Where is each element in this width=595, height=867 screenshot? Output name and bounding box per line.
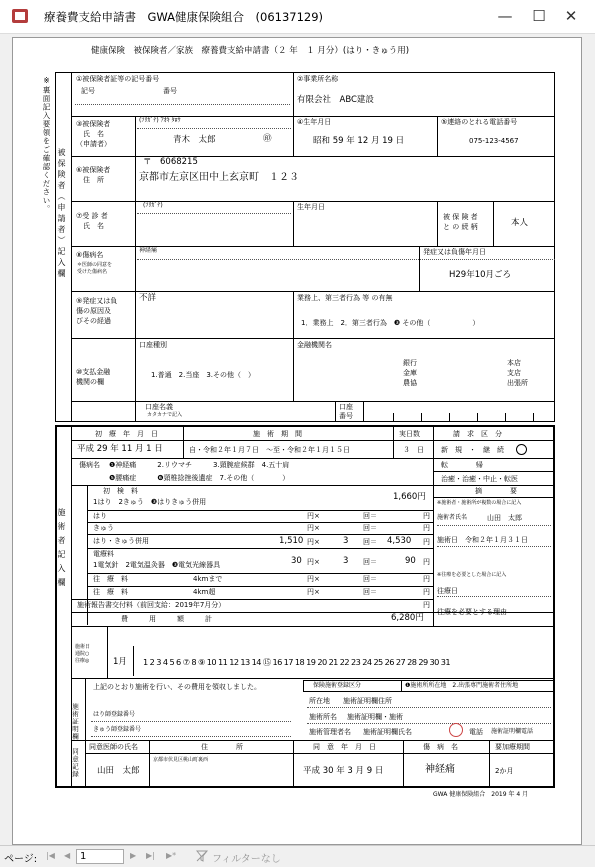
app-icon bbox=[12, 9, 28, 23]
q9-accident-label: 業務上、第三者行為 等 の有無 bbox=[297, 294, 393, 302]
q7-furigana: (ﾌﾘｶﾞﾅ) bbox=[143, 202, 163, 209]
q3-furigana: (ﾌﾘｶﾞﾅ) ｱｵｷ ﾀﾛｳ bbox=[139, 117, 181, 124]
fee-elec-total: 90 bbox=[405, 556, 416, 566]
q10-account-no: 口座 番号 bbox=[339, 403, 353, 421]
claim-label: 請 求 区 分 bbox=[453, 430, 502, 438]
side-note: ※裏面記入要領をご確認ください。 bbox=[42, 76, 51, 214]
fee-house1-times: 回＝ bbox=[363, 575, 377, 583]
applicant-section-label: 被保険者（申請者）記入欄 bbox=[57, 148, 66, 280]
fee-house1-yen: 円 bbox=[423, 575, 430, 583]
prev-page-button[interactable]: ◀ bbox=[64, 851, 71, 860]
consent-date: 平成 30 年 3 月 9 日 bbox=[303, 766, 384, 776]
proof-address-label: 所在地 bbox=[309, 697, 330, 705]
visit-reason: 往療を必要とする理由 bbox=[437, 608, 507, 616]
record-navigation-bar bbox=[0, 845, 595, 867]
calendar-days: 1 2 3 4 5 6 ⑦ 8 ⑨ 10 11 12 13 14 ⑮ 16 17 18 19 20 21 22 23 24 25 26 27 28 29 30 31 bbox=[143, 657, 450, 667]
summary-label: 摘 要 bbox=[475, 487, 517, 495]
q10-holder-note: カタカナで記入 bbox=[147, 412, 183, 418]
first-page-button[interactable]: |◀ bbox=[46, 851, 55, 860]
q6-label: ⑥被保険者 住 所 bbox=[76, 166, 111, 184]
proof-phone-label: 電話 bbox=[469, 728, 483, 736]
q2-value: 有限会社 ABC建設 bbox=[297, 95, 374, 105]
fee-first-amount: 1,660円 bbox=[393, 492, 426, 502]
fee-kyu-yen: 円 bbox=[423, 524, 430, 532]
period-label: 施 術 期 間 bbox=[253, 430, 302, 438]
fee-hari: はり bbox=[93, 512, 107, 520]
fee-report-yen: 円 bbox=[423, 601, 430, 609]
fee-combo: はり・きゅう併用 bbox=[93, 537, 149, 545]
fee-house2-unit: 円× bbox=[307, 588, 320, 596]
summary-follow: ※往療を必要とした場合に記入 bbox=[437, 572, 507, 578]
q7-relation-label: 被 保 険 者 と の 続 柄 bbox=[443, 213, 478, 231]
q7-label: ⑦受 診 者 氏 名 bbox=[76, 212, 108, 230]
days-label: 実日数 bbox=[399, 430, 420, 438]
q1-number: 番号 bbox=[163, 87, 177, 95]
fee-first-opts: 1はり 2きゅう ❸はりきゅう併用 bbox=[93, 498, 207, 506]
practitioner-name-label: 施術者氏名 bbox=[437, 514, 468, 521]
practitioner-section-label: 施術者記入欄 bbox=[57, 508, 66, 592]
q8-label: ⑧傷病名 bbox=[76, 251, 104, 259]
q5-label: ⑤連絡のとれる電話番号 bbox=[441, 118, 518, 126]
application-form bbox=[13, 38, 582, 845]
q8-onset: H29年10月ごろ bbox=[449, 270, 512, 280]
form-footer: GWA 健康保険組合 2019 年 4 月 bbox=[433, 791, 529, 798]
next-page-button[interactable]: ▶ bbox=[130, 851, 137, 860]
fee-kyu-times: 回＝ bbox=[363, 524, 377, 532]
new-record-button[interactable]: ▶* bbox=[166, 851, 177, 860]
fee-combo-yen: 円 bbox=[423, 538, 430, 546]
form-heading: 健康保険 被保険者／家族 療養費支給申請書（２ 年 １ 月分）(はり・きゅう用) bbox=[91, 46, 410, 56]
fee-elec-label: 電療料 bbox=[93, 550, 114, 558]
q10-holder: 口座名義 bbox=[145, 403, 173, 411]
claim-outcome-label: 転 帰 bbox=[441, 461, 483, 469]
q8-note: ＊医師の同意を 受けた傷病名 bbox=[77, 262, 113, 275]
proof-office-label: 施術所名 bbox=[309, 713, 337, 721]
fee-elec-unit: 円× bbox=[307, 558, 320, 566]
consent-address-label: 住 所 bbox=[201, 743, 243, 751]
q5-value: 075-123-4567 bbox=[469, 137, 519, 145]
calendar-month: 1月 bbox=[113, 657, 127, 667]
consent-disease-label: 傷 病 名 bbox=[423, 743, 458, 751]
fee-report: 施術報告書交付料（前回支給：2019年7月分） bbox=[77, 601, 226, 609]
consent-date-label: 同 意 年 月 日 bbox=[313, 743, 376, 751]
q7-birth-label: 生年月日 bbox=[297, 203, 325, 211]
fee-total-label: 費 用 額 計 bbox=[121, 615, 212, 623]
fee-kyu: きゅう bbox=[93, 524, 114, 532]
consent-doctor: 山田 太郎 bbox=[97, 766, 140, 776]
first-visit-label: 初 療 年 月 日 bbox=[95, 430, 158, 438]
fee-combo-price: 1,510 bbox=[279, 536, 304, 546]
q10-account-opts: 1.普通 2.当座 3.その他（ ） bbox=[151, 371, 256, 379]
claim-outcome: 治癒・治癒・中止・転医 bbox=[441, 475, 518, 483]
fee-first-label: 初 検 料 bbox=[103, 487, 138, 495]
fee-house1: 往 療 料 bbox=[93, 575, 128, 583]
filter-icon bbox=[196, 850, 208, 862]
q9-value: 不詳 bbox=[139, 293, 157, 303]
q6-address: 京都市左京区田中上玄京町 １２３ bbox=[139, 172, 299, 183]
consent-period-label: 要加療期間 bbox=[495, 743, 530, 751]
fee-house1-unit: 円× bbox=[307, 575, 320, 583]
last-page-button[interactable]: ▶| bbox=[146, 851, 155, 860]
close-button[interactable]: ✕ bbox=[564, 7, 578, 25]
q9-label: ⑨発症又は負 傷の原因及 びその経過 bbox=[76, 297, 118, 325]
proof-text: 上記のとおり施術を行い、その費用を領収しました。 bbox=[93, 683, 261, 691]
proof-manager-label: 施術管理者名 bbox=[309, 728, 351, 736]
first-visit: 平成 29 年 11 月 1 日 bbox=[77, 444, 163, 454]
proof-place-label: 保険施術登録区分 bbox=[313, 682, 362, 689]
claim-new: 新 規 ・ 継 続 bbox=[441, 446, 504, 454]
diseases-row1: ❶神経痛 2.リウマチ 3.頸腕症候群 4.五十肩 bbox=[109, 461, 290, 469]
consent-doctor-label: 同意医師の氏名 bbox=[89, 743, 138, 751]
fee-elec-yen: 円 bbox=[423, 558, 430, 566]
proof-manager: 施術証明欄氏名 bbox=[363, 728, 412, 736]
seal-stamp bbox=[449, 723, 463, 737]
maximize-button[interactable]: ☐ bbox=[532, 7, 546, 25]
window-title: 療養費支給申請書 GWA健康保険組合 (06137129) bbox=[44, 10, 324, 24]
reg-kyu: きゅう師登録番号 bbox=[93, 726, 142, 733]
consent-disease: 神経痛 bbox=[425, 764, 455, 775]
practice-date: 令和２年１月３１日 bbox=[465, 536, 528, 544]
fee-kyu-unit: 円× bbox=[307, 524, 320, 532]
fee-total: 6,280円 bbox=[391, 613, 424, 623]
q10-bank-types2: 本店 支店 出張所 bbox=[507, 359, 528, 388]
fee-combo-times-label: 回＝ bbox=[363, 538, 377, 546]
filter-status[interactable]: フィルターなし bbox=[212, 854, 281, 865]
q10-bank-types1: 銀行 金庫 農協 bbox=[403, 359, 417, 388]
q10-account-type: 口座種別 bbox=[139, 341, 167, 349]
page-label: ページ: bbox=[4, 854, 38, 865]
reg-hari: はり師登録番号 bbox=[93, 711, 136, 718]
q1-symbol: 記号 bbox=[81, 87, 95, 95]
fee-elec-times-label: 回＝ bbox=[363, 558, 377, 566]
fee-house1-dist: 4kmまで bbox=[193, 575, 223, 583]
fee-elec-opts: 1電気針 2電気温灸器 ❸電気光線器具 bbox=[93, 561, 221, 569]
fee-combo-unit: 円× bbox=[307, 538, 320, 546]
fee-hari-yen: 円 bbox=[423, 512, 430, 520]
fee-elec-times: 3 bbox=[343, 556, 349, 566]
fee-house2-yen: 円 bbox=[423, 588, 430, 596]
fee-house2-dist: 4km超 bbox=[193, 588, 216, 596]
fee-combo-total: 4,530 bbox=[387, 536, 412, 546]
proof-place-opts: ❶施術所所在地 2.出張専門施術者住所地 bbox=[405, 682, 519, 689]
q3-label: ③被保険者 氏 名 （申請者） bbox=[76, 120, 111, 148]
q4-value: 昭和 59 年 12 月 19 日 bbox=[313, 136, 405, 146]
q7-relation: 本人 bbox=[511, 218, 529, 228]
summary-multi: ※施術者・施術所が複数の場合に記入 bbox=[437, 500, 522, 506]
q4-label: ④生年月日 bbox=[297, 118, 332, 126]
title-bar bbox=[0, 0, 595, 34]
calendar-label: 施術日 通院○ 往療◎ bbox=[75, 644, 91, 664]
proof-office: 施術証明欄・施術 bbox=[347, 713, 403, 721]
q8-value: 神経痛 bbox=[139, 247, 158, 254]
q10-label: ⑩支払金融 機関の欄 bbox=[76, 368, 111, 386]
days: ３ 日 bbox=[403, 446, 424, 454]
q9-options: 1．業務上 2．第三者行為 ❸ その他（ ） bbox=[301, 319, 480, 327]
fee-house2-times: 回＝ bbox=[363, 588, 377, 596]
q10-bank-label: 金融機関名 bbox=[297, 341, 332, 349]
practice-date-label: 施術日 bbox=[437, 536, 458, 544]
fee-house2: 往 療 料 bbox=[93, 588, 128, 596]
visit-date-label: 往療日 bbox=[437, 587, 458, 595]
proof-label: 施術証明欄 bbox=[71, 703, 79, 741]
claim-continue-mark bbox=[516, 444, 527, 455]
consent-address: 京都市伏見区桃山町裏西 bbox=[153, 757, 209, 763]
period: 自・令和２年１月７日 ～至・令和２年１月１５日 bbox=[189, 446, 350, 454]
practitioner-name: 山田 太郎 bbox=[487, 514, 522, 522]
q3-seal: ㊞ bbox=[263, 134, 272, 144]
fee-combo-times: 3 bbox=[343, 536, 349, 546]
fee-hari-unit: 円× bbox=[307, 512, 320, 520]
q6-postal: 〒 6068215 bbox=[143, 157, 198, 167]
q1-label: ①被保険者証等の記号番号 bbox=[76, 75, 160, 83]
q2-label: ②事業所名称 bbox=[297, 75, 339, 83]
q3-name: 青木 太郎 bbox=[173, 135, 216, 145]
page-number-input[interactable]: 1 bbox=[76, 849, 124, 864]
report-page bbox=[12, 37, 582, 845]
fee-hari-times: 回＝ bbox=[363, 512, 377, 520]
proof-address: 施術証明欄住所 bbox=[343, 697, 392, 705]
diseases-row2: ❺腰痛症 ❻頸椎捻挫後遺症 7.その他（ ） bbox=[109, 474, 290, 482]
consent-period: 2か月 bbox=[495, 767, 514, 775]
fee-elec-price: 30 bbox=[291, 556, 302, 566]
minimize-button[interactable]: — bbox=[497, 7, 513, 25]
consent-label: 同意記録 bbox=[71, 748, 79, 778]
diseases-label: 傷病名 bbox=[79, 461, 100, 469]
q8-onset-label: 発症又は負傷年月日 bbox=[423, 248, 486, 256]
proof-phone: 施術証明欄電話 bbox=[491, 728, 534, 735]
